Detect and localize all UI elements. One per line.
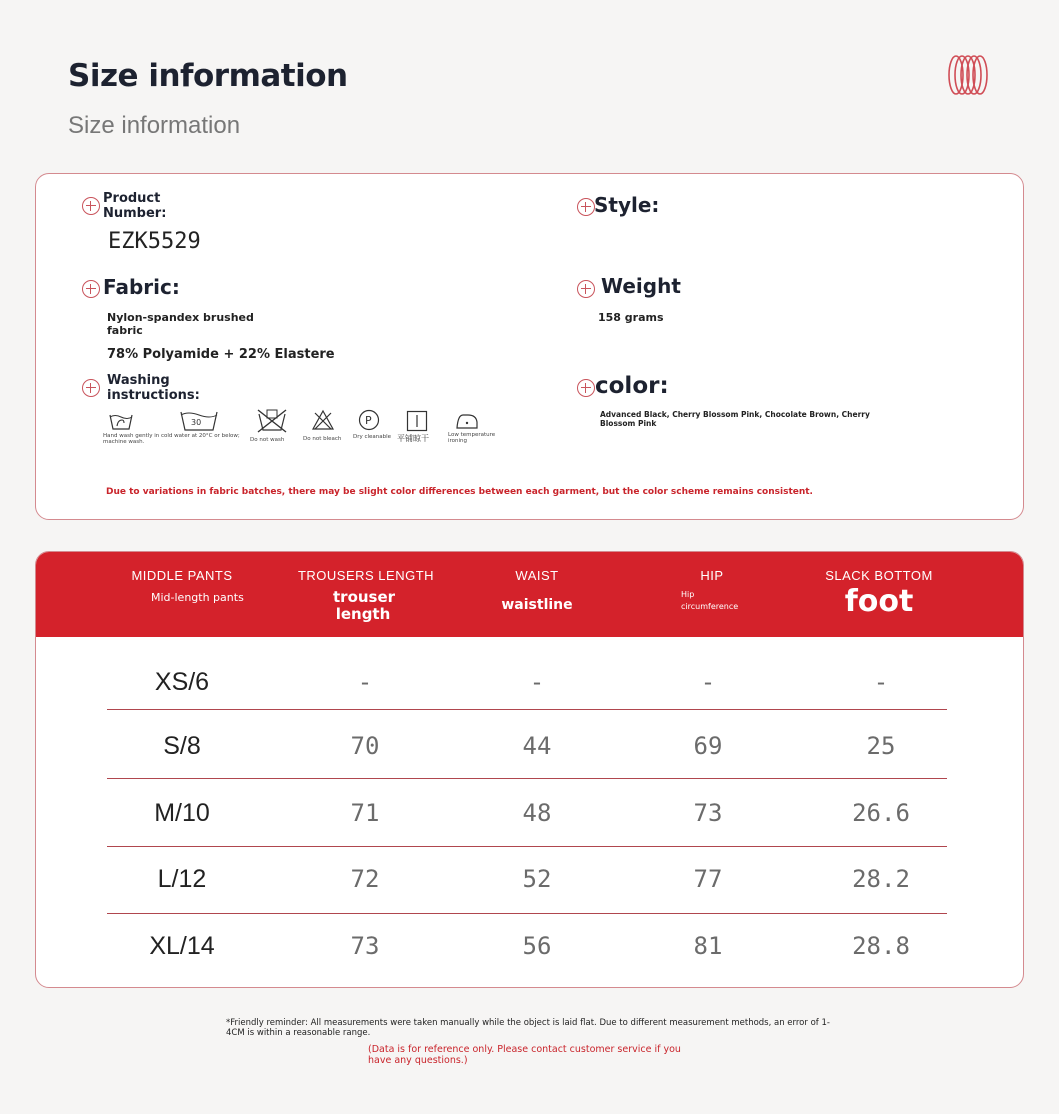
flat-dry-icon <box>406 410 428 432</box>
fabric-label: Fabric: <box>103 275 180 299</box>
do-not-bleach-icon <box>311 409 335 431</box>
low-iron-caption: Low temperature ironing <box>448 432 496 444</box>
table-header <box>36 552 1023 637</box>
page-title: Size information <box>68 58 348 94</box>
color-variation-note: Due to variations in fabric batches, there may be slight color differences between each garment, but the color scheme remains consistent. <box>106 487 813 497</box>
column-header-waist: WAIST waistline <box>501 568 573 613</box>
color-value: Advanced Black, Cherry Blossom Pink, Chocolate Brown, Cherry Blossom Pink <box>600 410 870 428</box>
dry-clean-icon <box>358 409 380 431</box>
plus-circle-icon <box>82 280 100 298</box>
wash-30-label: 30 <box>191 418 202 427</box>
column-header-size: MIDDLE PANTS Mid-length pants <box>131 568 244 604</box>
size-table <box>35 551 1024 988</box>
plus-circle-icon <box>577 379 595 397</box>
plus-circle-icon <box>82 379 100 397</box>
table-row: M/10 71 48 73 26.6 <box>154 799 910 827</box>
column-header-trousers-length: TROUSERS LENGTH trouser length <box>297 568 435 623</box>
table-row: XS/6 - - - - <box>154 668 889 696</box>
rings-logo-icon <box>946 54 990 96</box>
plus-circle-icon <box>577 280 595 298</box>
washing-label: Washing instructions: <box>107 373 200 403</box>
fabric-description: Nylon-spandex brushed fabric <box>107 311 254 337</box>
table-row: L/12 72 52 77 28.2 <box>157 865 910 893</box>
fabric-composition: 78% Polyamide + 22% Elastere <box>107 347 335 362</box>
product-info-card <box>35 173 1024 520</box>
measurement-reminder: *Friendly reminder: All measurements were taken manually while the object is laid flat. Due to different measurement methods, an error of 1-4CM is within a reasonable range. <box>226 1018 830 1038</box>
plus-circle-icon <box>577 198 595 216</box>
plus-circle-icon <box>82 197 100 215</box>
table-row: XL/14 73 56 81 28.8 <box>149 932 910 960</box>
svg-text:P: P <box>365 414 372 427</box>
weight-value: 158 grams <box>598 311 664 324</box>
product-number-label: Product Number: <box>103 191 167 221</box>
weight-label: Weight <box>601 274 681 298</box>
do-not-wash-caption: Do not wash <box>250 437 285 443</box>
row-divider <box>107 778 947 779</box>
product-number-value: EZK5529 <box>108 229 201 254</box>
low-iron-icon <box>454 410 480 430</box>
flat-dry-caption: 平铺晾干 <box>397 434 429 443</box>
do-not-bleach-caption: Do not bleach <box>303 436 342 442</box>
page-subtitle: Size information <box>68 112 241 139</box>
table-row: S/8 70 44 69 25 <box>163 732 896 760</box>
hand-wash-icon <box>108 410 134 432</box>
row-divider <box>107 709 947 710</box>
column-header-hip: HIP Hip circumference <box>681 568 739 611</box>
reference-disclaimer: (Data is for reference only. Please contact customer service if you have any questions.) <box>368 1044 681 1066</box>
hand-wash-caption: Hand wash gently in cold water at 20°C or below; machine wash. <box>103 433 240 445</box>
style-label: Style: <box>594 193 660 217</box>
column-header-slack-bottom: SLACK BOTTOM foot <box>825 568 933 619</box>
dry-clean-caption: Dry cleanable <box>353 434 392 440</box>
color-label: color: <box>595 373 669 399</box>
do-not-wash-icon <box>255 408 289 434</box>
